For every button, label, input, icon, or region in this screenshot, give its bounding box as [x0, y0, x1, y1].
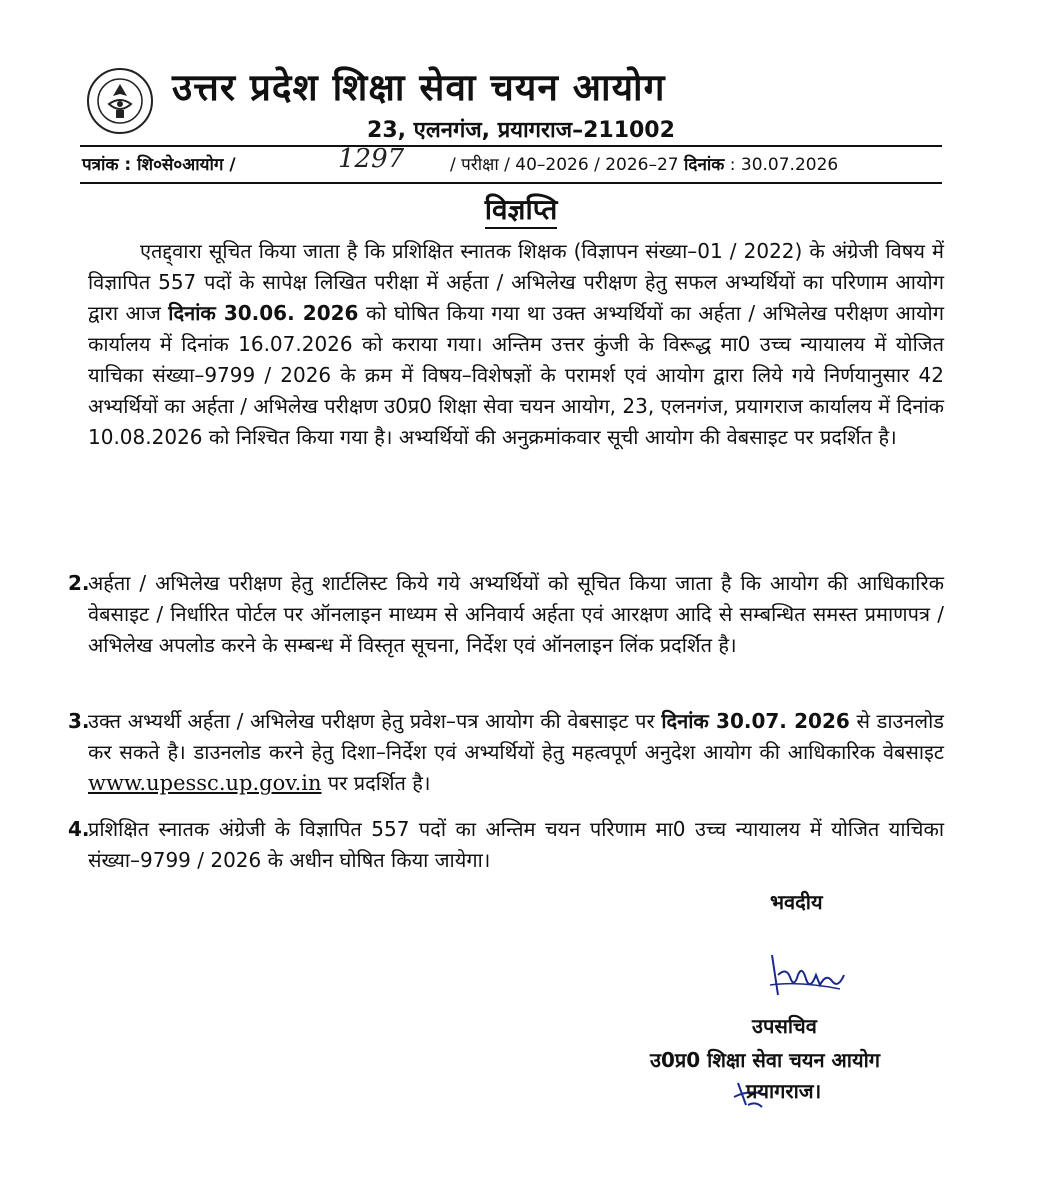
- organization-name: उत्तर प्रदेश शिक्षा सेवा चयन आयोग: [172, 66, 666, 109]
- paragraph-2-number: 2.: [68, 571, 90, 595]
- signatory-designation: उपसचिव: [752, 1014, 817, 1038]
- notice-title: विज्ञप्ति: [0, 190, 1042, 228]
- reference-number: 1297: [338, 144, 405, 174]
- paragraph-1-bold-date: दिनांक 30.06. 2026: [168, 301, 359, 325]
- reference-prefix: पत्रांक : शि०से०आयोग /: [82, 155, 236, 175]
- signatory-office: उ0प्र0 शिक्षा सेवा चयन आयोग: [650, 1048, 881, 1072]
- organization-address: 23, एलनगंज, प्रयागराज–211002: [367, 118, 675, 143]
- handwritten-signature-icon: [760, 945, 850, 1005]
- paragraph-4-number: 4.: [68, 817, 90, 841]
- closing-salutation: भवदीय: [770, 890, 823, 914]
- paragraph-1: एतद्द्वारा सूचित किया जाता है कि प्रशिक्षित स्नातक शिक्षक (विज्ञापन संख्या–01 / 2022) के अंग्रेजी विषय में विज्ञापित 557 पदों के सापेक्ष लिखित परीक्षा में अर्हता / अभिलेख परीक्षण हेतु सफल अभ्यर्थियों का परिणाम आयोग द्वारा आज दिनांक 30.06. 2026 को घोषित किया गया था उक्त अभ्यर्थियों का अर्हता / अभिलेख परीक्षण आयोग कार्यालय में दिनांक 16.07.2026 को कराया गया। अन्तिम उत्तर कुंजी के विरूद्ध मा0 उच्च न्यायालय में योजित याचिका संख्या–9799 / 2026 के क्रम में विषय–विशेषज्ञों के परामर्श एवं आयोग द्वारा लिये गये निर्णयानुसार 42 अभ्यर्थियों का अर्हता / अभिलेख परीक्षण उ0प्र0 शिक्षा सेवा चयन आयोग, 23, एलनगंज, प्रयागराज कार्यालय में दिनांक 10.08.2026 को निश्चित किया गया है। अभ्यर्थियों की अनुक्रमांकवार सूची आयोग की वेबसाइट पर प्रदर्शित है।: [88, 239, 944, 449]
- paragraph-3-number: 3.: [68, 709, 90, 733]
- paragraph-3: [68, 706, 944, 799]
- date-value: : 30.07.2026: [729, 155, 839, 175]
- paragraph-2: [68, 568, 944, 661]
- paragraph-2-text: अर्हता / अभिलेख परीक्षण हेतु शार्टलिस्ट किये गये अभ्यर्थियों को सूचित किया जाता है कि आयोग की आधिकारिक वेबसाइट / निर्धारित पोर्टल पर ऑनलाइन माध्यम से अनिवार्य अर्हता एवं आरक्षण आदि से सम्बन्धित समस्त प्रमाणपत्र / अभिलेख अपलोड करने के सम्बन्ध में विस्तृत सूचना, निर्देश एवं ऑनलाइन लिंक प्रदर्शित है।: [88, 571, 944, 657]
- header-divider-top: [80, 145, 942, 147]
- reference-exam-code: / परीक्षा / 40–2026 / 2026–27: [450, 155, 679, 175]
- reference-suffix: [450, 152, 838, 175]
- website-link[interactable]: www.upessc.up.gov.in: [88, 771, 322, 795]
- paragraph-4-text: प्रशिक्षित स्नातक अंग्रेजी के विज्ञापित 557 पदों का अन्तिम चयन परिणाम मा0 उच्च न्यायालय में योजित याचिका संख्या–9799 / 2026 के अधीन घोषित किया जायेगा।: [88, 817, 944, 872]
- reference-line: [82, 144, 942, 180]
- paragraph-3-bold-date: दिनांक 30.07. 2026: [661, 709, 850, 733]
- signatory-city: प्रयागराज।: [746, 1079, 822, 1103]
- header-divider-bottom: [80, 182, 942, 184]
- paragraph-4: [68, 814, 944, 876]
- date-label: दिनांक: [684, 155, 725, 175]
- paragraph-3-text: उक्त अभ्यर्थी अर्हता / अभिलेख परीक्षण हेतु प्रवेश–पत्र आयोग की वेबसाइट पर दिनांक 30.07. 2026 से डाउनलोड कर सकते है। डाउनलोड करने हेतु दिशा–निर्देश एवं अभ्यर्थियों हेतु महत्वपूर्ण अनुदेश आयोग की आधिकारिक वेबसाइट www.upessc.up.gov.in पर प्रदर्शित है।: [88, 709, 944, 795]
